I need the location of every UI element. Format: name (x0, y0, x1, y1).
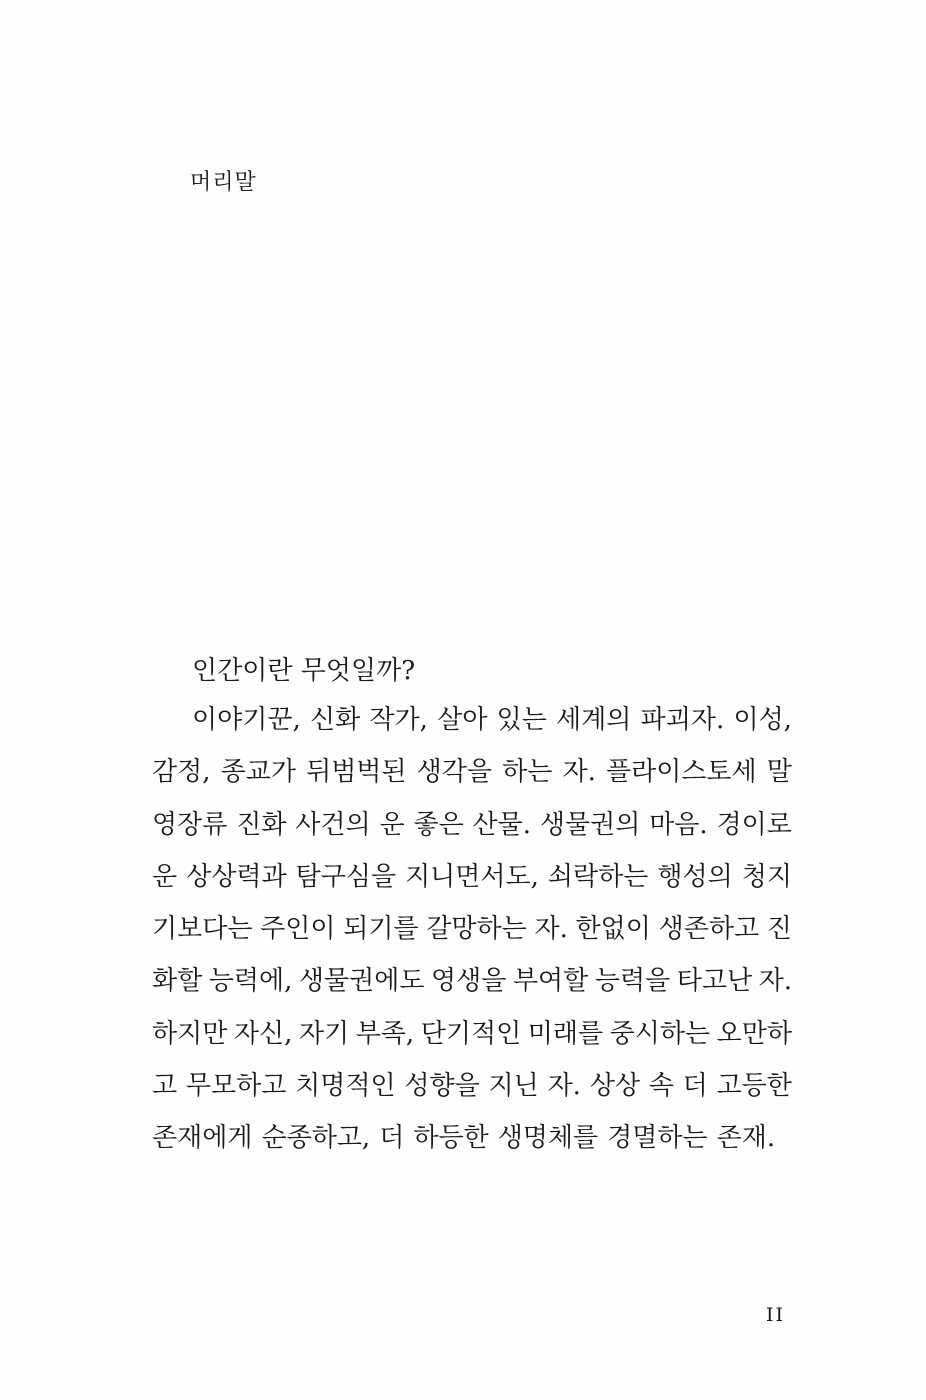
word: 있는 (496, 705, 547, 735)
word: 하지만 (152, 1018, 228, 1049)
word: 하등한 (413, 1123, 489, 1154)
word: 신화 (309, 705, 361, 735)
word: 뒤범벅된 (306, 757, 407, 788)
word: 생물권의 (539, 809, 641, 840)
section-title: 머리말 (190, 170, 257, 195)
word: 지닌 (488, 1071, 539, 1102)
word: 중시하는 (609, 1018, 711, 1049)
word: 살아 (437, 705, 488, 735)
paragraph-line (152, 968, 792, 1020)
word: 더 (379, 1123, 405, 1154)
word: 타고난 (676, 966, 753, 997)
word: 고등한 (716, 1071, 792, 1102)
word: 되기를 (343, 914, 419, 945)
word: 쇠락하는 (547, 861, 649, 892)
word: 능력을 (594, 966, 671, 997)
word: 마음. (649, 809, 708, 840)
paragraph-line (152, 759, 792, 811)
word: 부족, (355, 1018, 415, 1049)
word: 오만하 (716, 1018, 792, 1049)
word: 산물. (472, 809, 532, 840)
word: 능력에, (208, 966, 293, 997)
word: 단기적인 (420, 1018, 522, 1049)
word: 말 (766, 757, 792, 788)
word: 운 (152, 861, 178, 892)
word: 운 (379, 809, 405, 840)
word: 자. (562, 757, 596, 788)
word: 플라이스토세 (605, 757, 757, 788)
word: 자. (534, 914, 568, 945)
word: 속 (648, 1071, 674, 1102)
word: 하는 (502, 757, 553, 788)
opening-question: 인간이란 무엇일까? (192, 656, 416, 686)
page-number: II (766, 1304, 786, 1326)
word: 좋은 (413, 809, 464, 840)
paragraph-line (152, 861, 792, 916)
word: 영장류 (152, 809, 228, 840)
word: 존재에게 (152, 1123, 253, 1154)
word: 영생을 (431, 966, 507, 997)
word: 고 (152, 1071, 178, 1102)
word: 생각을 (416, 757, 493, 788)
paragraph-line (152, 1073, 792, 1125)
word: 감정, (152, 757, 211, 788)
word: 세계의 (556, 705, 632, 735)
word: 갈망하는 (426, 914, 527, 945)
word: 진화 (236, 809, 287, 840)
word: 생물권에도 (298, 966, 425, 997)
word: 화할 (152, 966, 203, 997)
word: 자기 (298, 1018, 350, 1049)
word: 부여할 (512, 966, 589, 997)
word: 종교가 (220, 757, 296, 788)
word: 한없이 (575, 914, 651, 945)
word: 존재. (716, 1123, 776, 1154)
word: 파괴자. (640, 705, 725, 735)
paragraph-line (152, 916, 792, 968)
word: 청지 (741, 861, 792, 892)
body-paragraph (152, 707, 792, 1178)
word: 이성, (733, 705, 792, 735)
word: 이야기꾼, (192, 705, 301, 735)
word: 상상 (589, 1071, 640, 1102)
paragraph-line (152, 707, 792, 759)
word: 치명적인 (295, 1071, 396, 1102)
word: 작가, (369, 705, 428, 735)
paragraph-line (152, 1125, 792, 1177)
word: 더 (682, 1071, 708, 1102)
word: 성향을 (404, 1071, 480, 1102)
word: 자. (758, 966, 792, 997)
word: 자. (547, 1071, 581, 1102)
word: 무모하고 (185, 1071, 287, 1102)
word: 생명체를 (497, 1123, 599, 1154)
word: 진 (766, 914, 792, 945)
paragraph-line (152, 809, 792, 864)
word: 행성의 (657, 861, 733, 892)
word: 경이로 (716, 809, 792, 840)
word: 상상력과 (186, 861, 287, 892)
word: 생존하고 (658, 914, 760, 945)
word: 사건의 (295, 809, 371, 840)
word: 지니면서도, (405, 861, 539, 892)
paragraph-line (152, 1018, 792, 1073)
word: 탐구심을 (295, 861, 397, 892)
word: 경멸하는 (607, 1123, 708, 1154)
word: 미래를 (527, 1018, 604, 1049)
word: 주인이 (260, 914, 336, 945)
word: 자신, (233, 1018, 293, 1049)
word: 기보다는 (152, 914, 253, 945)
word: 순종하고, (261, 1123, 371, 1154)
